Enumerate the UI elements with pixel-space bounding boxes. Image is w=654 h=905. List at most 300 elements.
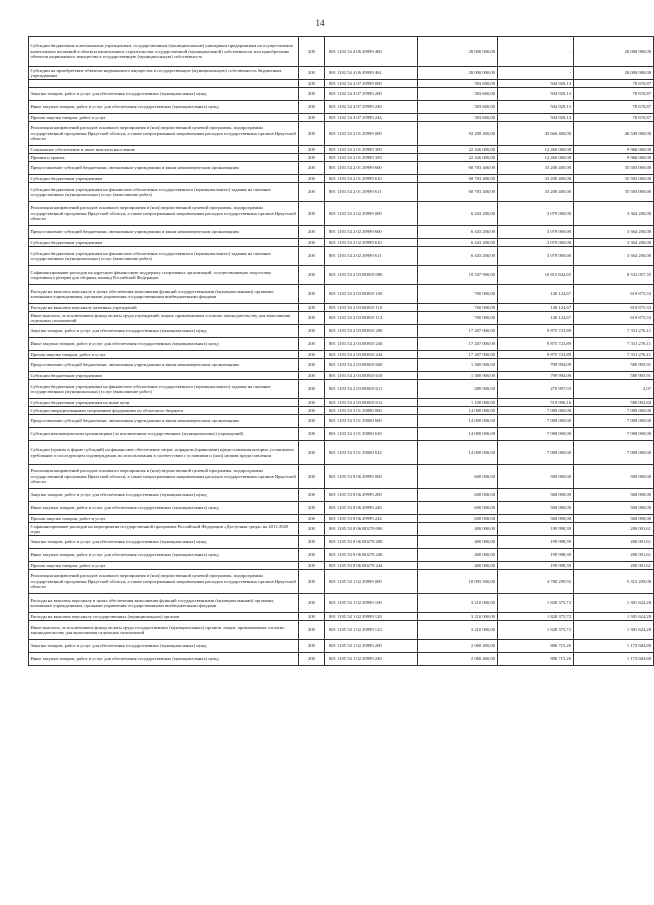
- executed-amount-cell: 300 000,00: [497, 465, 573, 489]
- table-row: [29, 304, 654, 312]
- remaining-amount-cell: 46 549 000,00: [573, 122, 653, 146]
- approved-amount-cell: 14 000 000,00: [417, 441, 497, 465]
- description-cell: Иные закупки товаров, работ и услуг для обеспечения государственных (муниципальных) нужд: [29, 653, 299, 666]
- table-row: [29, 380, 654, 399]
- executed-amount-cell: 300 000,00: [497, 489, 573, 502]
- executed-amount-cell: 199 998,39: [497, 523, 573, 536]
- executed-amount-cell: 3 079 000,00: [497, 239, 573, 247]
- budget-code-cell: 801 1103 54 2 03 R0810 611: [325, 380, 418, 399]
- executed-amount-cell: 140 124,67: [497, 304, 573, 312]
- remaining-amount-cell: 619 875,33: [573, 285, 653, 304]
- executed-amount-cell: 12 460 000,00: [497, 154, 573, 162]
- budget-code-cell: 801 1103 54 2 01 29999 000: [325, 122, 418, 146]
- approved-amount-cell: 14 000 000,00: [417, 415, 497, 428]
- remaining-amount-cell: 78 670,87: [573, 101, 653, 114]
- description-cell: Прочая закупка товаров, работ и услуг: [29, 515, 299, 523]
- table-row: [29, 226, 654, 239]
- approved-amount-cell: 280 900,00: [417, 380, 497, 399]
- executed-amount-cell: 7 000 000,00: [497, 415, 573, 428]
- line-code-cell: 200: [299, 67, 325, 80]
- table-row: [29, 154, 654, 162]
- line-code-cell: 200: [299, 175, 325, 183]
- executed-amount-cell: 886 715,20: [497, 653, 573, 666]
- description-cell: Субсидии бюджетным учреждениям: [29, 372, 299, 380]
- description-cell: Иные выплаты, за исключением фонда оплаты труда государственных (муниципальных) органов, лицам, привлекаемым согласно законодательству для выполнения отдельных полномочий: [29, 621, 299, 640]
- line-code-cell: 200: [299, 515, 325, 523]
- description-cell: Субсидии бюджетным учреждениям: [29, 239, 299, 247]
- line-code-cell: 200: [299, 359, 325, 372]
- table-row: [29, 285, 654, 304]
- executed-amount-cell: 33 200 400,00: [497, 162, 573, 175]
- remaining-amount-cell: 200 001,61: [573, 549, 653, 562]
- executed-amount-cell: 504 929,13: [497, 80, 573, 88]
- description-cell: Прочая закупка товаров, работ и услуг: [29, 351, 299, 359]
- table-row: [29, 640, 654, 653]
- budget-code-cell: 801 1103 54 2 01 29999 600: [325, 162, 418, 175]
- remaining-amount-cell: 1 381 624,28: [573, 613, 653, 621]
- executed-amount-cell: 1 828 375,72: [497, 594, 573, 613]
- approved-amount-cell: 17 207 000,00: [417, 338, 497, 351]
- remaining-amount-cell: 7 000 000,00: [573, 441, 653, 465]
- line-code-cell: 200: [299, 101, 325, 114]
- budget-code-cell: 801 1105 54 1 02 29999 200: [325, 640, 418, 653]
- approved-amount-cell: 68 783 400,00: [417, 162, 497, 175]
- description-cell: Прочая закупка товаров, работ и услуг: [29, 114, 299, 122]
- approved-amount-cell: 400 000,00: [417, 562, 497, 570]
- table-row: [29, 114, 654, 122]
- table-row: [29, 325, 654, 338]
- approved-amount-cell: 583 600,00: [417, 80, 497, 88]
- remaining-amount-cell: 1 381 624,28: [573, 621, 653, 640]
- table-row: [29, 312, 654, 325]
- description-cell: Субсидии аккредитованным спортивным федерациям по областного бюджета: [29, 407, 299, 415]
- remaining-amount-cell: 580 003,84: [573, 399, 653, 407]
- description-cell: Реализация направлений расходов основного мероприятия и (или) ведомственной целевой программы, подпрограммы государственной программы Иркутской области, а также непрограммным направлениям расходов государственных органов Иркутской области: [29, 570, 299, 594]
- budget-code-cell: 801 1103 54 2 01 29999 300: [325, 146, 418, 154]
- line-code-cell: 200: [299, 146, 325, 154]
- remaining-amount-cell: 7 000 000,00: [573, 415, 653, 428]
- budget-code-cell: 801 1103 54 2 03 R0810 244: [325, 351, 418, 359]
- budget-code-cell: 801 1105 54 1 02 29999 120: [325, 613, 418, 621]
- approved-amount-cell: 400 000,00: [417, 536, 497, 549]
- line-code-cell: 200: [299, 325, 325, 338]
- table-row: [29, 247, 654, 266]
- description-cell: Закупка товаров, работ и услуг для обеспечения государственных (муниципальных) нужд: [29, 536, 299, 549]
- budget-code-cell: 801 1102 54 4 07 29999 244: [325, 114, 418, 122]
- executed-amount-cell: 886 715,20: [497, 640, 573, 653]
- line-code-cell: 200: [299, 536, 325, 549]
- description-cell: Иные закупки товаров, работ и услуг для обеспечения государственных (муниципальных) нужд: [29, 338, 299, 351]
- remaining-amount-cell: 7 000 000,00: [573, 428, 653, 441]
- remaining-amount-cell: 35 583 000,00: [573, 175, 653, 183]
- remaining-amount-cell: 2,07: [573, 380, 653, 399]
- remaining-amount-cell: 78 670,87: [573, 80, 653, 88]
- table-row: [29, 536, 654, 549]
- executed-amount-cell: 12 460 000,00: [497, 146, 573, 154]
- approved-amount-cell: 2 060 400,00: [417, 653, 497, 666]
- approved-amount-cell: 760 000,00: [417, 285, 497, 304]
- line-code-cell: 200: [299, 380, 325, 399]
- budget-code-cell: 801 1103 54 2 03 R0810 200: [325, 325, 418, 338]
- approved-amount-cell: 17 207 000,00: [417, 351, 497, 359]
- remaining-amount-cell: 200 001,61: [573, 536, 653, 549]
- description-cell: Закупка товаров, работ и услуг для обеспечения государственных (муниципальных) нужд: [29, 88, 299, 101]
- table-row: [29, 88, 654, 101]
- budget-code-cell: 801 1105 53 8 06 29999 240: [325, 502, 418, 515]
- description-cell: Расходы на выплаты персоналу в целях обеспечения выполнения функций государственными (муниципальными) органами, казенными учреждениями, органами управления государственными внебюджетными фондами: [29, 594, 299, 613]
- description-cell: Закупка товаров, работ и услуг для обеспечения государственных (муниципальных) нужд: [29, 640, 299, 653]
- table-row: [29, 570, 654, 594]
- approved-amount-cell: 760 000,00: [417, 304, 497, 312]
- budget-code-cell: 801 1105 53 8 06 R0270 000: [325, 523, 418, 536]
- remaining-amount-cell: 619 875,33: [573, 312, 653, 325]
- budget-code-cell: 801 1103 54 2 03 R0810 113: [325, 312, 418, 325]
- approved-amount-cell: 14 000 000,00: [417, 407, 497, 415]
- approved-amount-cell: 400 000,00: [417, 523, 497, 536]
- description-cell: Субсидии некоммерческим организациям (за исключением государственных (муниципальных) учреждений): [29, 428, 299, 441]
- table-row: [29, 465, 654, 489]
- description-cell: Иные выплаты, за исключением фонда оплаты труда учреждений, лицам, привлекаемым согласно законодательству для выполнения отдельных полномочий: [29, 312, 299, 325]
- approved-amount-cell: 3 210 000,00: [417, 621, 497, 640]
- description-cell: Реализация направлений расходов основного мероприятия и (или) ведомственной целевой программы, подпрограммы государственной программы Иркутской области, а также непрограммным направлениям расходов государственных органов Иркутской области: [29, 202, 299, 226]
- approved-amount-cell: 1 100 000,00: [417, 399, 497, 407]
- budget-code-cell: 801 1102 54 4 06 29999 460: [325, 37, 418, 67]
- executed-amount-cell: 3 079 000,00: [497, 202, 573, 226]
- remaining-amount-cell: 7 331 276,11: [573, 338, 653, 351]
- table-row: [29, 407, 654, 415]
- remaining-amount-cell: 300 000,00: [573, 502, 653, 515]
- description-cell: Субсидии (гранты в форме субсидий) на финансовое обеспечение затрат, порядком (правилами) предоставления которых установлено требование о последующем подтверждении их использования в соответствии с условиями и (или) целями предоставления: [29, 441, 299, 465]
- line-code-cell: 200: [299, 80, 325, 88]
- remaining-amount-cell: 200 001,61: [573, 523, 653, 536]
- description-cell: Прочая закупка товаров, работ и услуг: [29, 562, 299, 570]
- description-cell: Расходы на выплаты персоналу в целях обеспечения выполнения функций государственными (муниципальными) органами, казенными учреждениями, органами управления государственными внебюджетными фондами: [29, 285, 299, 304]
- budget-code-cell: 801 1103 54 2 03 R0810 240: [325, 338, 418, 351]
- budget-code-cell: 801 1103 54 2 03 R0810 612: [325, 399, 418, 407]
- executed-amount-cell: 504 929,13: [497, 88, 573, 101]
- line-code-cell: 200: [299, 407, 325, 415]
- line-code-cell: 200: [299, 37, 325, 67]
- executed-amount-cell: 7 000 000,00: [497, 441, 573, 465]
- approved-amount-cell: 6 443 200,00: [417, 247, 497, 266]
- remaining-amount-cell: 619 875,33: [573, 304, 653, 312]
- table-row: [29, 175, 654, 183]
- remaining-amount-cell: 1 173 684,80: [573, 653, 653, 666]
- remaining-amount-cell: 35 583 000,00: [573, 183, 653, 202]
- remaining-amount-cell: 300 000,00: [573, 465, 653, 489]
- table-row: [29, 621, 654, 640]
- remaining-amount-cell: 3 364 200,00: [573, 247, 653, 266]
- approved-amount-cell: 2 060 400,00: [417, 640, 497, 653]
- remaining-amount-cell: 3 364 200,00: [573, 202, 653, 226]
- line-code-cell: 200: [299, 285, 325, 304]
- budget-code-cell: 801 1103 54 2 03 R0810 100: [325, 285, 418, 304]
- table-row: [29, 441, 654, 465]
- description-cell: Субсидии на приобретение объектов недвижимого имущества в государственную (муниципальную) собственность бюджетным учреждениям: [29, 67, 299, 80]
- description-cell: Субсидии бюджетным учреждениям: [29, 175, 299, 183]
- description-cell: Иные закупки товаров, работ и услуг для обеспечения государственных (муниципальных) нужд: [29, 549, 299, 562]
- description-cell: Расходы на выплаты персоналу казенных учреждений: [29, 304, 299, 312]
- table-row: [29, 37, 654, 67]
- approved-amount-cell: 600 000,00: [417, 465, 497, 489]
- executed-amount-cell: 33 200 400,00: [497, 175, 573, 183]
- table-row: [29, 415, 654, 428]
- budget-code-cell: 801 1103 54 3 01 29000 000: [325, 407, 418, 415]
- executed-amount-cell: 799 994,09: [497, 372, 573, 380]
- description-cell: Субсидии бюджетным учреждениям на финансовое обеспечение государственного (муниципального) задания на оказание государственных (муниципальных) услуг (выполнение работ): [29, 183, 299, 202]
- description-cell: Расходы на выплаты персоналу государственных (муниципальных) органов: [29, 613, 299, 621]
- approved-amount-cell: 6 443 200,00: [417, 239, 497, 247]
- budget-code-cell: 801 1103 54 2 01 29999 611: [325, 183, 418, 202]
- budget-code-cell: 801 1105 53 8 06 29999 244: [325, 515, 418, 523]
- line-code-cell: 200: [299, 570, 325, 594]
- line-code-cell: 200: [299, 562, 325, 570]
- approved-amount-cell: 14 000 000,00: [417, 428, 497, 441]
- budget-code-cell: 801 1103 54 2 03 R0810 600: [325, 359, 418, 372]
- table-row: [29, 202, 654, 226]
- description-cell: Софинансирование расходов на мероприятия государственной программы Российской Федерации «Доступная среда» на 2011-2020 годы: [29, 523, 299, 536]
- budget-code-cell: 801 1105 54 1 02 29999 123: [325, 621, 418, 640]
- executed-amount-cell: 4 780 290,92: [497, 570, 573, 594]
- line-code-cell: 200: [299, 154, 325, 162]
- remaining-amount-cell: 580 905,91: [573, 372, 653, 380]
- remaining-amount-cell: 300 000,00: [573, 489, 653, 502]
- description-cell: Софинансирование расходов на адресную финансовую поддержку спортивных организаций, осуществляющих подготовку спортивного резерва для сборных команд Российской Федерации: [29, 266, 299, 285]
- approved-amount-cell: 22 426 000,00: [417, 146, 497, 154]
- budget-code-cell: 801 1102 54 4 07 29999 000: [325, 80, 418, 88]
- line-code-cell: 200: [299, 88, 325, 101]
- approved-amount-cell: 92 209 400,00: [417, 122, 497, 146]
- table-row: [29, 183, 654, 202]
- line-code-cell: 200: [299, 399, 325, 407]
- approved-amount-cell: 17 207 000,00: [417, 325, 497, 338]
- budget-code-cell: 801 1103 54 3 01 29000 630: [325, 428, 418, 441]
- line-code-cell: 200: [299, 502, 325, 515]
- table-body: [29, 37, 654, 666]
- budget-code-cell: 801 1105 54 1 02 29999 000: [325, 570, 418, 594]
- table-row: [29, 515, 654, 523]
- remaining-amount-cell: 1 173 684,80: [573, 640, 653, 653]
- table-row: [29, 67, 654, 80]
- approved-amount-cell: 583 600,00: [417, 101, 497, 114]
- remaining-amount-cell: 9 966 000,00: [573, 154, 653, 162]
- budget-code-cell: 801 1103 54 2 03 R0810 610: [325, 372, 418, 380]
- description-cell: Субсидии бюджетным учреждениям на финансовое обеспечение государственного (муниципального) задания на оказание государственных (муниципальных) услуг (выполнение работ): [29, 247, 299, 266]
- budget-code-cell: 801 1103 54 3 01 29000 632: [325, 441, 418, 465]
- budget-code-cell: 801 1105 54 1 02 29999 240: [325, 653, 418, 666]
- remaining-amount-cell: 7 331 276,11: [573, 351, 653, 359]
- line-code-cell: 200: [299, 239, 325, 247]
- approved-amount-cell: 28 000 000,00: [417, 37, 497, 67]
- line-code-cell: 200: [299, 465, 325, 489]
- description-cell: Закупка товаров, работ и услуг для обеспечения государственных (муниципальных) нужд: [29, 325, 299, 338]
- approved-amount-cell: 22 426 000,00: [417, 154, 497, 162]
- line-code-cell: 200: [299, 266, 325, 285]
- table-row: [29, 101, 654, 114]
- remaining-amount-cell: 78 670,87: [573, 88, 653, 101]
- budget-code-cell: 801 1105 54 1 02 29999 100: [325, 594, 418, 613]
- budget-code-cell: 801 1105 53 8 06 29999 200: [325, 489, 418, 502]
- budget-code-cell: 801 1102 54 4 07 29999 240: [325, 101, 418, 114]
- remaining-amount-cell: 3 364 200,00: [573, 239, 653, 247]
- description-cell: Реализация направлений расходов основного мероприятия и (или) ведомственной целевой программы, подпрограммы государственной программы Иркутской области, а также непрограммным направлениям расходов государственных органов Иркутской области: [29, 465, 299, 489]
- description-cell: Социальное обеспечение и иные выплаты населению: [29, 146, 299, 154]
- approved-amount-cell: 10 095 500,00: [417, 570, 497, 594]
- table-row: [29, 489, 654, 502]
- executed-amount-cell: 140 124,67: [497, 312, 573, 325]
- line-code-cell: 200: [299, 122, 325, 146]
- approved-amount-cell: 1 380 900,00: [417, 359, 497, 372]
- budget-code-cell: 801 1103 54 2 02 29999 610: [325, 239, 418, 247]
- approved-amount-cell: 1 380 900,00: [417, 372, 497, 380]
- line-code-cell: 200: [299, 338, 325, 351]
- line-code-cell: 200: [299, 441, 325, 465]
- executed-amount-cell: 9 875 723,89: [497, 338, 573, 351]
- line-code-cell: 200: [299, 304, 325, 312]
- remaining-amount-cell: 78 670,87: [573, 114, 653, 122]
- remaining-amount-cell: 35 583 000,00: [573, 162, 653, 175]
- line-code-cell: 200: [299, 428, 325, 441]
- description-cell: Субсидии бюджетным учреждениям на финансовое обеспечение государственного (муниципального) задания на оказание государственных (муниципальных) услуг (выполнение работ): [29, 380, 299, 399]
- remaining-amount-cell: 580 905,91: [573, 359, 653, 372]
- description-cell: Субсидии бюджетным учреждениям на иные цели: [29, 399, 299, 407]
- approved-amount-cell: 68 783 400,00: [417, 183, 497, 202]
- budget-code-cell: 801 1105 53 8 06 R0270 240: [325, 549, 418, 562]
- line-code-cell: 200: [299, 312, 325, 325]
- executed-amount-cell: 199 998,39: [497, 562, 573, 570]
- description-cell: Закупка товаров, работ и услуг для обеспечения государственных (муниципальных) нужд: [29, 489, 299, 502]
- table-row: [29, 162, 654, 175]
- executed-amount-cell: 3 079 000,00: [497, 226, 573, 239]
- executed-amount-cell: -: [497, 37, 573, 67]
- executed-amount-cell: 300 000,00: [497, 515, 573, 523]
- approved-amount-cell: 600 000,00: [417, 489, 497, 502]
- budget-code-cell: 801 1103 54 2 01 29999 350: [325, 154, 418, 162]
- remaining-amount-cell: 5 315 209,08: [573, 570, 653, 594]
- line-code-cell: 200: [299, 351, 325, 359]
- budget-code-cell: 801 1103 54 2 02 29999 000: [325, 202, 418, 226]
- executed-amount-cell: 33 200 400,00: [497, 183, 573, 202]
- description-cell: Реализация направлений расходов основного мероприятия и (или) ведомственной целевой программы, подпрограммы государственной программы Иркутской области, а также непрограммным направлениям расходов государственных органов Иркутской области: [29, 122, 299, 146]
- description-cell: Предоставление субсидий бюджетным, автономным учреждениям и иным некоммерческим организациям: [29, 226, 299, 239]
- line-code-cell: 200: [299, 523, 325, 536]
- table-row: [29, 549, 654, 562]
- description-cell: Иные закупки товаров, работ и услуг для обеспечения государственных (муниципальных) нужд: [29, 101, 299, 114]
- approved-amount-cell: 400 000,00: [417, 549, 497, 562]
- description-cell: Предоставление субсидий бюджетным, автономным учреждениям и иным некоммерческим организациям: [29, 359, 299, 372]
- page-number: 14: [315, 18, 325, 28]
- description-cell: Премии и гранты: [29, 154, 299, 162]
- approved-amount-cell: 28 000 000,00: [417, 67, 497, 80]
- budget-execution-table: [28, 36, 654, 666]
- table-row: [29, 594, 654, 613]
- table-row: [29, 266, 654, 285]
- remaining-amount-cell: 1 381 624,28: [573, 594, 653, 613]
- description-cell: Предоставление субсидий бюджетным, автономным учреждениям и иным некоммерческим организациям: [29, 415, 299, 428]
- line-code-cell: 200: [299, 372, 325, 380]
- table-row: [29, 146, 654, 154]
- line-code-cell: 200: [299, 653, 325, 666]
- executed-amount-cell: 300 000,00: [497, 502, 573, 515]
- executed-amount-cell: 140 124,67: [497, 285, 573, 304]
- line-code-cell: 200: [299, 226, 325, 239]
- budget-code-cell: 801 1105 53 8 06 29999 000: [325, 465, 418, 489]
- line-code-cell: 200: [299, 613, 325, 621]
- executed-amount-cell: 7 000 000,00: [497, 407, 573, 415]
- executed-amount-cell: 3 079 000,00: [497, 247, 573, 266]
- executed-amount-cell: 1 828 375,72: [497, 621, 573, 640]
- table-row: [29, 351, 654, 359]
- line-code-cell: 200: [299, 183, 325, 202]
- executed-amount-cell: 199 998,39: [497, 536, 573, 549]
- table-row: [29, 399, 654, 407]
- executed-amount-cell: 45 660 400,00: [497, 122, 573, 146]
- line-code-cell: 200: [299, 247, 325, 266]
- table-row: [29, 239, 654, 247]
- table-row: [29, 428, 654, 441]
- approved-amount-cell: 68 783 400,00: [417, 175, 497, 183]
- line-code-cell: 200: [299, 640, 325, 653]
- description-cell: Субсидии бюджетным и автономным учреждениям, государственным (муниципальным) унитарным предприятиям на осуществление капитальных вложений в объекты капитального строительства государственной (муниципальной) собственности или приобретение объектов недвижимого имущества в государственную (муниципальную) собственность: [29, 37, 299, 67]
- table-row: [29, 359, 654, 372]
- executed-amount-cell: 1 828 375,72: [497, 613, 573, 621]
- executed-amount-cell: -: [497, 67, 573, 80]
- approved-amount-cell: 6 443 200,00: [417, 202, 497, 226]
- line-code-cell: 200: [299, 549, 325, 562]
- executed-amount-cell: 519 996,16: [497, 399, 573, 407]
- table-row: [29, 653, 654, 666]
- description-cell: Предоставление субсидий бюджетным, автономным учреждениям и иным некоммерческим организациям: [29, 162, 299, 175]
- executed-amount-cell: 504 929,13: [497, 114, 573, 122]
- approved-amount-cell: 3 210 000,00: [417, 613, 497, 621]
- line-code-cell: 200: [299, 489, 325, 502]
- budget-code-cell: 801 1103 54 2 02 29999 600: [325, 226, 418, 239]
- table-row: [29, 523, 654, 536]
- budget-code-cell: 801 1103 54 3 01 29000 600: [325, 415, 418, 428]
- description-cell: [29, 80, 299, 88]
- description-cell: Иные закупки товаров, работ и услуг для обеспечения государственных (муниципальных) нужд: [29, 502, 299, 515]
- table-row: [29, 80, 654, 88]
- budget-code-cell: 801 1103 54 2 02 29999 611: [325, 247, 418, 266]
- table-row: [29, 372, 654, 380]
- remaining-amount-cell: 28 000 000,00: [573, 37, 653, 67]
- executed-amount-cell: 199 998,39: [497, 549, 573, 562]
- remaining-amount-cell: 28 000 000,00: [573, 67, 653, 80]
- line-code-cell: 200: [299, 594, 325, 613]
- budget-code-cell: 801 1103 54 2 01 29999 610: [325, 175, 418, 183]
- executed-amount-cell: 9 875 723,89: [497, 351, 573, 359]
- approved-amount-cell: 6 443 200,00: [417, 226, 497, 239]
- budget-code-cell: 801 1102 54 4 06 29999 461: [325, 67, 418, 80]
- remaining-amount-cell: 7 000 000,00: [573, 407, 653, 415]
- remaining-amount-cell: 9 966 000,00: [573, 146, 653, 154]
- remaining-amount-cell: 7 331 276,11: [573, 325, 653, 338]
- table-row: [29, 122, 654, 146]
- line-code-cell: 200: [299, 415, 325, 428]
- executed-amount-cell: 279 997,93: [497, 380, 573, 399]
- table-row: [29, 502, 654, 515]
- budget-code-cell: 801 1102 54 4 07 29999 200: [325, 88, 418, 101]
- executed-amount-cell: 7 000 000,00: [497, 428, 573, 441]
- line-code-cell: 200: [299, 621, 325, 640]
- remaining-amount-cell: 300 000,00: [573, 515, 653, 523]
- approved-amount-cell: 19 347 900,00: [417, 266, 497, 285]
- line-code-cell: 200: [299, 114, 325, 122]
- budget-code-cell: 801 1103 54 2 03 R0810 110: [325, 304, 418, 312]
- approved-amount-cell: 583 600,00: [417, 114, 497, 122]
- approved-amount-cell: 583 600,00: [417, 88, 497, 101]
- budget-code-cell: 801 1105 53 8 06 R0270 200: [325, 536, 418, 549]
